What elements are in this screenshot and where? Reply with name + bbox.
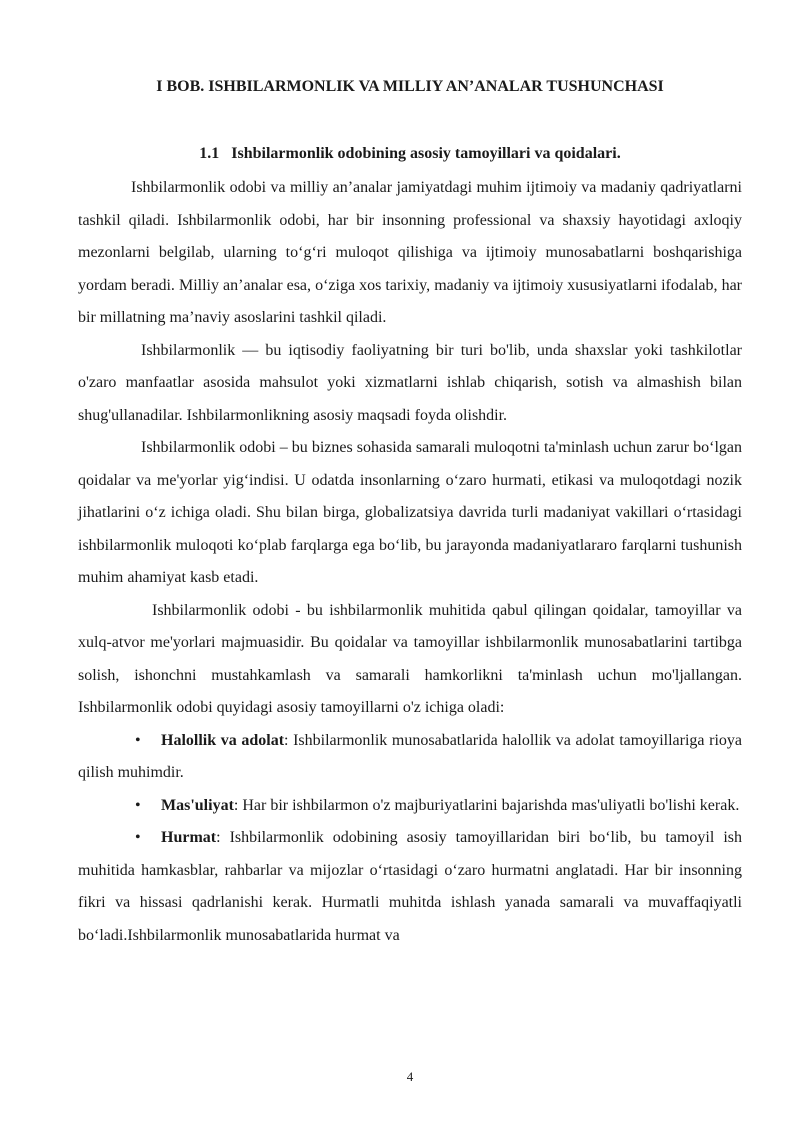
section-title: Ishbilarmonlik odobining asosiy tamoyillari va qoidalari. (231, 145, 621, 162)
bullet-term: Mas'uliyat (161, 796, 234, 814)
bullet-separator: : (216, 829, 221, 846)
bullet-item (78, 790, 742, 823)
paragraph: Ishbilarmonlik odobi va milliy an’analar jamiyatdagi muhim ijtimoiy va madaniy qadriyatlarni tashkil qiladi. Ishbilarmonlik odobi, har bir insonning professional va shaxsiy hayotidagi axloqiy mezonlarni belgilab, ularning to‘g‘ri muloqot qilishiga va ijtimoiy munosabatlarni boshqarishiga yordam beradi. Milliy an’analar esa, o‘ziga xos tarixiy, madaniy va ijtimoiy xususiyatlarni ifodalab, har bir millatning ma’naviy asoslarini tashkil qiladi. (78, 179, 742, 326)
chapter-title: I BOB. ISHBILARMONLIK VA MILLIY AN’ANALAR TUSHUNCHASI (156, 78, 664, 95)
bullet-item (78, 822, 742, 952)
bullet-text: Har bir ishbilarmon o'z majburiyatlarini bajarishda mas'uliyatli bo'lishi kerak. (238, 796, 740, 814)
page-number: 4 (406, 1069, 414, 1084)
bullet-term: Hurmat (161, 829, 217, 846)
bullet-item (78, 725, 742, 790)
paragraph: Ishbilarmonlik odobi – bu biznes sohasida samarali muloqotni ta'minlash uchun zarur bo‘lgan qoidalar va me'yorlar yig‘indisi. U odatda insonlarning o‘zaro hurmati, etikasi va muloqotdagi nozik jihatlarini o‘z ichiga oladi. Shu bilan birga, globalizatsiya davrida turli madaniyat vakillari o‘rtasidagi ishbilarmonlik muloqoti ko‘plab farqlarga ega bo‘lib, bu jarayonda madaniyatlararo farqlarni tushunish muhim ahamiyat kasb etadi. (78, 439, 742, 586)
bullet-separator: : (284, 731, 289, 749)
document-page (78, 0, 742, 1131)
paragraph: Ishbilarmonlik — bu iqtisodiy faoliyatning bir turi bo'lib, unda shaxslar yoki tashkilotlar o'zaro manfaatlar asosida mahsulot yoki xizmatlarni ishlab chiqarish, sotish va almashish bilan shug'ullanadilar. Ishbilarmonlikning asosiy maqsadi foyda olishdir. (78, 341, 742, 424)
section-number: 1.1 (199, 145, 220, 162)
bullet-term: Halollik va adolat (161, 731, 285, 749)
section-heading (78, 144, 742, 164)
paragraph: Ishbilarmonlik odobi - bu ishbilarmonlik muhitida qabul qilingan qoidalar, tamoyillar va xulq-atvor me'yorlari majmuasidir. Bu qoidalar va tamoyillar ishbilarmonlik munosabatlarini tartibga solish, ishonchni mustahkamlash va samarali hamkorlikni ta'minlash uchun mo'ljallangan. Ishbilarmonlik odobi quyidagi asosiy tamoyillarni o'z ichiga oladi: (78, 601, 742, 716)
bullet-marker: • (135, 829, 141, 846)
bullet-separator: : (233, 796, 239, 814)
bullet-text: Ishbilarmonlik munosabatlarida halollik va adolat tamoyillariga rioya qilish muhimdir. (78, 731, 742, 781)
body-text (78, 172, 742, 952)
bullet-marker: • (135, 731, 141, 749)
bullet-marker: • (135, 796, 141, 814)
bullet-text: Ishbilarmonlik odobining asosiy tamoyillaridan biri bo‘lib, bu tamoyil ish muhitida hamkasblar, rahbarlar va mijozlar o‘rtasidagi o‘zaro hurmatni anglatadi. Har bir insonning fikri va hissasi qadrlanishi kerak. Hurmatli muhitda ishlash yanada samarali va muvaffaqiyatli bo‘ladi.Ishbilarmonlik munosabatlarida hurmat va (78, 829, 742, 944)
